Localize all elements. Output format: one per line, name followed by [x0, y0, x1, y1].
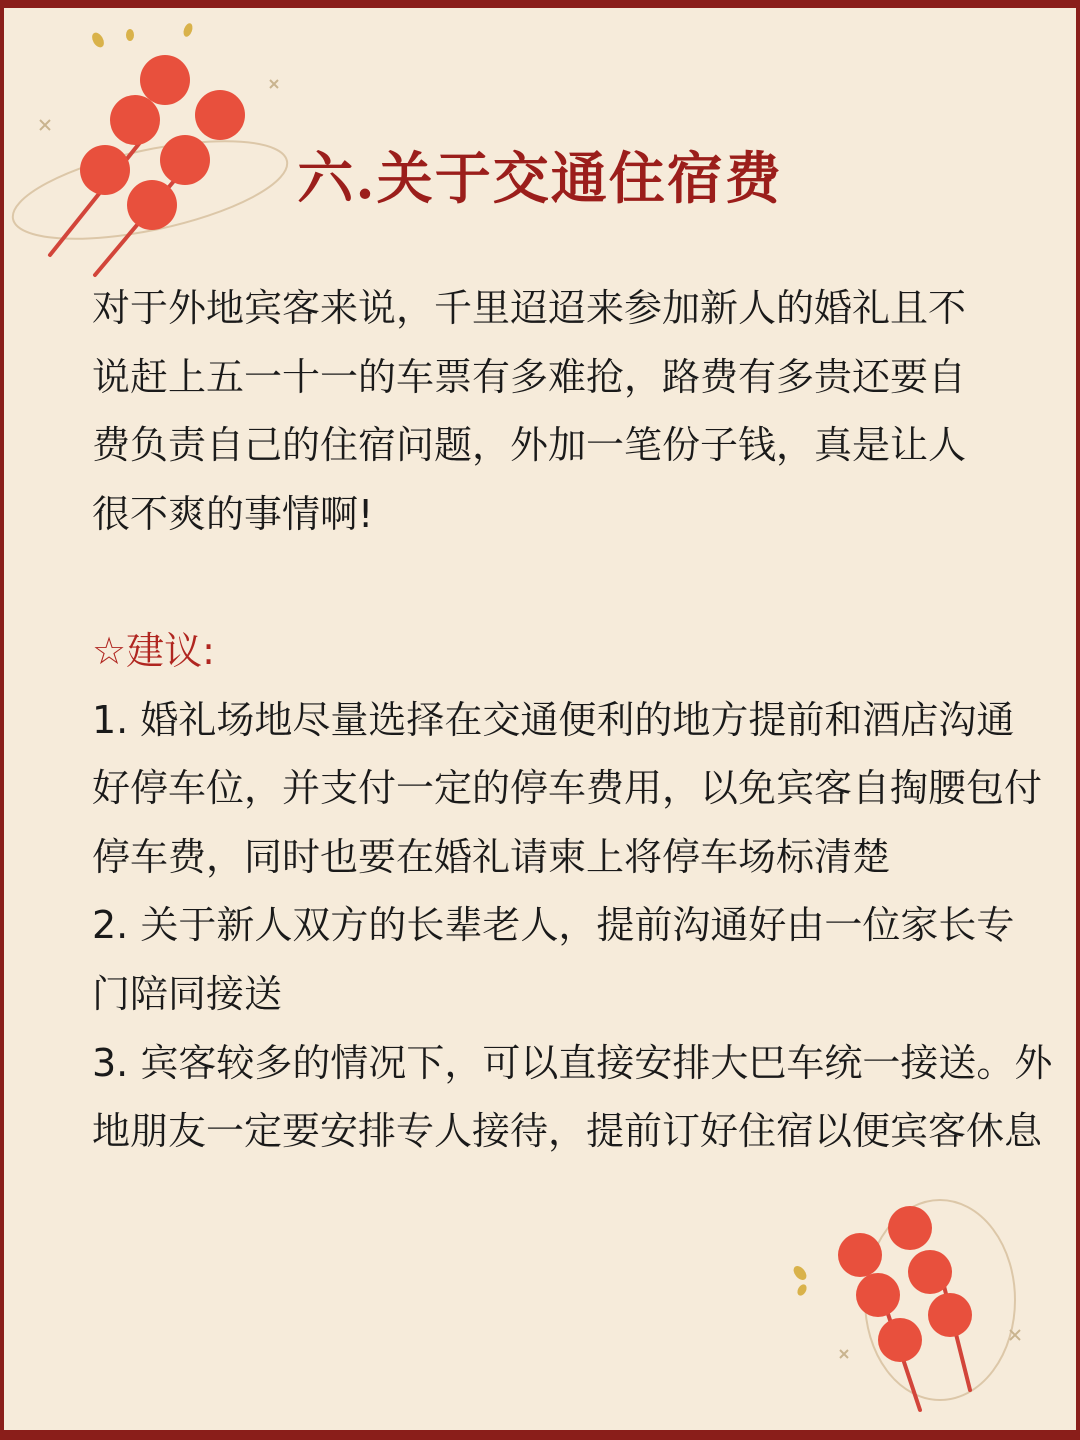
list-item: 1. 婚礼场地尽量选择在交通便利的地方提前和酒店沟通好停车位，并支付一定的停车费用，以免宾客自掏腰包付停车费，同时也要在婚礼请柬上将停车场标清楚 [92, 697, 1043, 879]
article-body [92, 274, 1072, 1166]
advice-heading: ☆建议: [92, 628, 215, 673]
candied-haws-illustration-bottom [770, 1180, 1070, 1420]
page-title: 六.关于交通住宿费 [297, 146, 783, 212]
list-item: 2. 关于新人双方的长辈老人，提前沟通好由一位家长专门陪同接送 [92, 903, 1015, 1016]
list-item: 3. 宾客较多的情况下，可以直接安排大巴车统一接送。外地朋友一定要安排专人接待，提前订好住宿以便宾客休息 [92, 1040, 1053, 1154]
paragraph-spacer [92, 548, 1072, 617]
intro-paragraph: 对于外地宾客来说，千里迢迢来参加新人的婚礼且不说赶上五一十一的车票有多难抢，路费有多贵还要自费负责自己的住宿问题，外加一笔份子钱，真是让人很不爽的事情啊! [92, 286, 967, 536]
